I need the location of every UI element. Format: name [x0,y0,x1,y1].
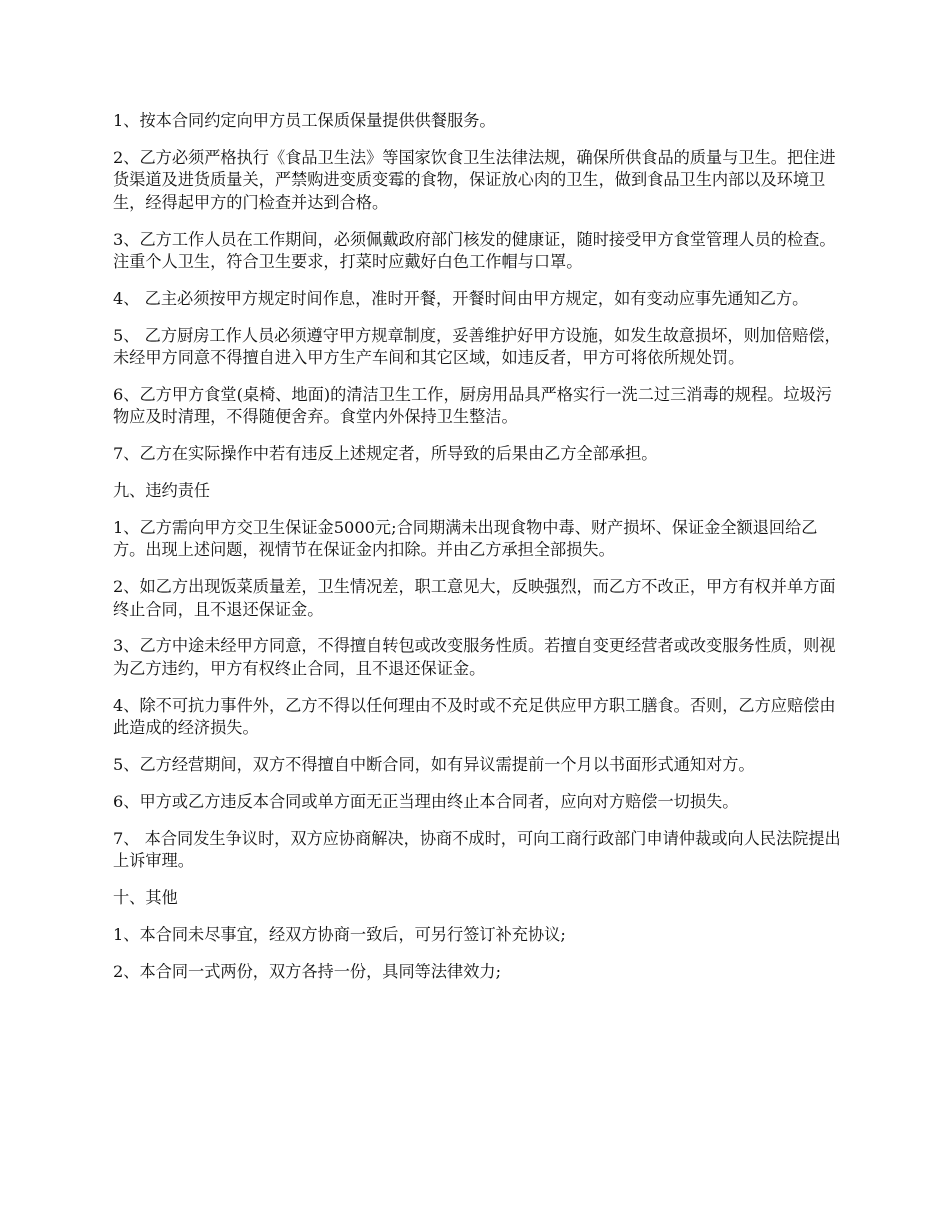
breach-clause-4: 4、除不可抗力事件外，乙方不得以任何理由不及时或不充足供应甲方职工膳食。否则，乙方应赔偿由此造成的经济损失。 [113,695,836,738]
breach-clause-1: 1、乙方需向甲方交卫生保证金5000元;合同期满未出现食物中毒、财产损坏、保证金全额退回给乙方。出现上述问题，视情节在保证金内扣除。并由乙方承担全部损失。 [113,517,818,560]
breach-clause-7: 7、 本合同发生争议时，双方应协商解决，协商不成时，可向工商行政部门申请仲裁或向人民法院提出上诉审理。 [113,828,841,871]
clause-5: 5、 乙方厨房工作人员必须遵守甲方规章制度，妥善维护好甲方设施，如发生故意损坏，则加倍赔偿，未经甲方同意不得擅自进入甲方生产车间和其它区域，如违反者，甲方可将依所规处罚。 [113,325,841,368]
breach-clause-6: 6、甲方或乙方违反本合同或单方面无正当理由终止本合同者，应向对方赔偿一切损失。 [113,791,739,811]
clause-2: 2、乙方必须严格执行《食品卫生法》等国家饮食卫生法律法规，确保所供食品的质量与卫生。把住进货渠道及进货质量关，严禁购进变质变霉的食物，保证放心肉的卫生，做到食品卫生内部以及环境卫生，经得起甲方的门检查并达到合格。 [113,147,836,212]
clause-1: 1、按本合同约定向甲方员工保质保量提供供餐服务。 [113,111,496,130]
section-heading-other: 十、其他 [113,887,178,907]
other-clause-2: 2、本合同一式两份，双方各持一份，具同等法律效力; [113,961,502,981]
section-heading-breach-liability: 九、违约责任 [113,481,211,501]
clause-4: 4、 乙主必须按甲方规定时间作息，准时开餐，开餐时间由甲方规定，如有变动应事先通知乙方。 [113,288,809,308]
other-clause-1: 1、本合同未尽事宜，经双方协商一致后，可另行签订补充协议; [113,924,566,944]
clause-6: 6、乙方甲方食堂(桌椅、地面)的清洁卫生工作，厨房用品具严格实行一洗二过三消毒的规程。垃圾污物应及时清理，不得随便舍弃。食堂内外保持卫生整洁。 [113,384,832,427]
breach-clause-5: 5、乙方经营期间，双方不得擅自中断合同，如有异议需提前一个月以书面形式通知对方。 [113,755,755,775]
clause-3: 3、乙方工作人员在工作期间，必须佩戴政府部门核发的健康证，随时接受甲方食堂管理人员的检查。注重个人卫生，符合卫生要求，打菜时应戴好白色工作帽与口罩。 [113,229,836,272]
breach-clause-3: 3、乙方中途未经甲方同意，不得擅自转包或改变服务性质。若擅自变更经营者或改变服务性质，则视为乙方违约，甲方有权终止合同，且不退还保证金。 [113,636,836,678]
document-page [113,110,845,997]
clause-7: 7、乙方在实际操作中若有违反上述规定者，所导致的后果由乙方全部承担。 [113,444,658,464]
breach-clause-2: 2、如乙方出现饭菜质量差，卫生情况差，职工意见大，反映强烈，而乙方不改正，甲方有权并单方面终止合同，且不退还保证金。 [113,577,836,619]
